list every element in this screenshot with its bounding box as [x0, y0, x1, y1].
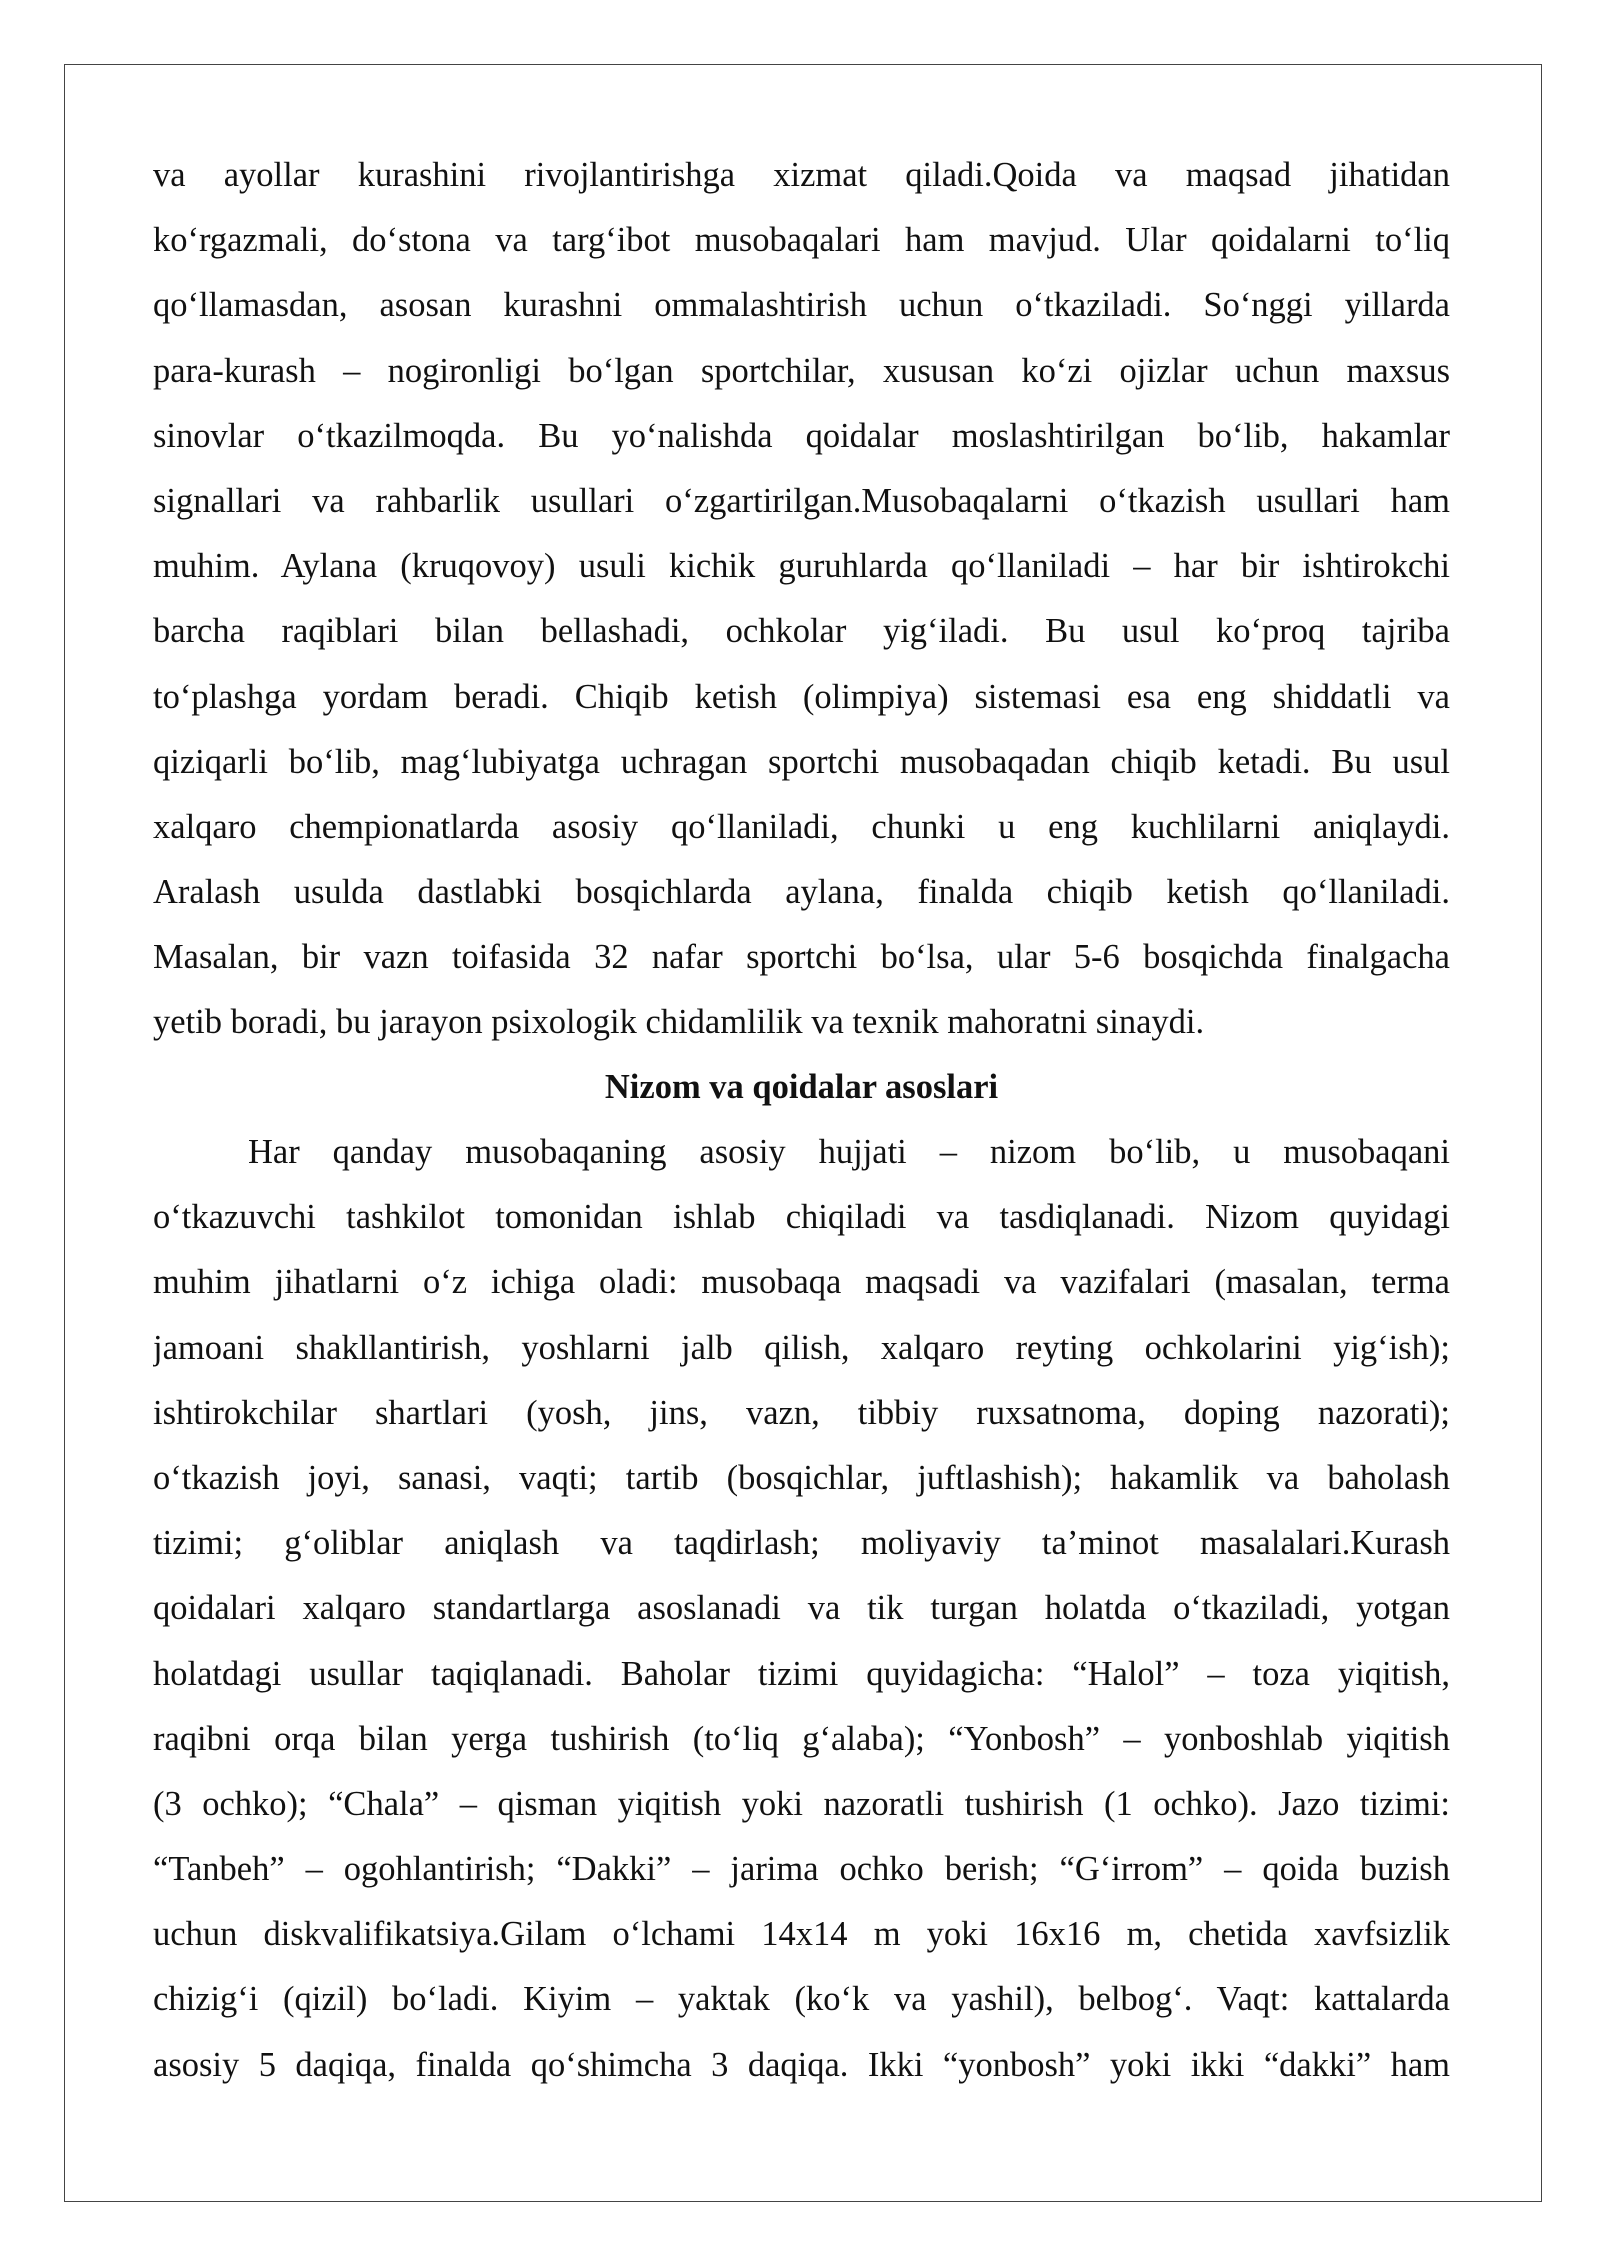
- text-line: tizimi; gʻoliblar aniqlash va taqdirlash; moliyaviy ta’minot masalalari.Kurash: [153, 1524, 1450, 1563]
- paragraph-competition-methods: [153, 143, 1450, 1056]
- text-line: oʻtkazish joyi, sanasi, vaqti; tartib (bosqichlar, juftlashish); hakamlik va baholash: [153, 1458, 1450, 1497]
- text-line: jamoani shakllantirish, yoshlarni jalb qilish, xalqaro reyting ochkolarini yigʻish);: [153, 1328, 1450, 1367]
- text-line: Aralash usulda dastlabki bosqichlarda aylana, finalda chiqib ketish qoʻllaniladi.: [153, 873, 1450, 912]
- text-line: va ayollar kurashini rivojlantirishga xizmat qiladi.Qoida va maqsad jihatidan: [153, 156, 1450, 194]
- text-line: signallari va rahbarlik usullari oʻzgartirilgan.Musobaqalarni oʻtkazish usullari ham: [153, 481, 1450, 520]
- section-heading: Nizom va qoidalar asoslari: [604, 1068, 999, 1106]
- text-line: “Tanbeh” – ogohlantirish; “Dakki” – jarima ochko berish; “Gʻirrom” – qoida buzish: [153, 1850, 1450, 1889]
- text-line: (3 ochko); “Chala” – qisman yiqitish yoki nazoratli tushirish (1 ochko). Jazo tizimi:: [153, 1784, 1450, 1823]
- text-line: asosiy 5 daqiqa, finalda qoʻshimcha 3 daqiqa. Ikki “yonbosh” yoki ikki “dakki” ham: [153, 2045, 1450, 2084]
- text-line: qiziqarli boʻlib, magʻlubiyatga uchragan sportchi musobaqadan chiqib ketadi. Bu usul: [153, 742, 1450, 781]
- text-line: Har qanday musobaqaning asosiy hujjati – nizom boʻlib, u musobaqani: [248, 1133, 1450, 1171]
- text-line: Masalan, bir vazn toifasida 32 nafar sportchi boʻlsa, ular 5-6 bosqichda finalgacha: [153, 938, 1450, 977]
- text-line: holatdagi usullar taqiqlanadi. Baholar tizimi quyidagicha: “Halol” – toza yiqitish,: [153, 1654, 1450, 1693]
- text-line: muhim jihatlarni oʻz ichiga oladi: musobaqa maqsadi va vazifalari (masalan, terma: [153, 1263, 1450, 1302]
- text-line: oʻtkazuvchi tashkilot tomonidan ishlab chiqiladi va tasdiqlanadi. Nizom quyidagi: [153, 1198, 1450, 1237]
- text-line: raqibni orqa bilan yerga tushirish (toʻliq gʻalaba); “Yonbosh” – yonboshlab yiqitish: [153, 1719, 1450, 1758]
- text-line: qoʻllamasdan, asosan kurashni ommalashtirish uchun oʻtkaziladi. Soʻnggi yillarda: [153, 286, 1450, 325]
- text-line: ishtirokchilar shartlari (yosh, jins, vazn, tibbiy ruxsatnoma, doping nazorati);: [153, 1393, 1450, 1432]
- text-line: xalqaro chempionatlarda asosiy qoʻllaniladi, chunki u eng kuchlilarni aniqlaydi.: [153, 807, 1450, 846]
- text-line: yetib boradi, bu jarayon psixologik chidamlilik va texnik mahoratni sinaydi.: [153, 1003, 1205, 1042]
- text-line: koʻrgazmali, doʻstona va targʻibot musobaqalari ham mavjud. Ular qoidalarni toʻliq: [153, 221, 1450, 260]
- text-line: muhim. Aylana (kruqovoy) usuli kichik guruhlarda qoʻllaniladi – har bir ishtirokchi: [153, 547, 1450, 586]
- text-line: chizigʻi (qizil) boʻladi. Kiyim – yaktak (koʻk va yashil), belbogʻ. Vaqt: kattalarda: [153, 1980, 1450, 2019]
- text-line: para-kurash – nogironligi boʻlgan sportchilar, xususan koʻzi ojizlar uchun maxsus: [153, 351, 1450, 390]
- text-line: sinovlar oʻtkazilmoqda. Bu yoʻnalishda qoidalar moslashtirilgan boʻlib, hakamlar: [153, 416, 1450, 455]
- text-line: uchun diskvalifikatsiya.Gilam oʻlchami 14x14 m yoki 16x16 m, chetida xavfsizlik: [153, 1915, 1450, 1954]
- text-line: qoidalari xalqaro standartlarga asoslanadi va tik turgan holatda oʻtkaziladi, yotgan: [153, 1589, 1450, 1628]
- paragraph-regulations: [153, 1120, 1450, 2098]
- text-line: toʻplashga yordam beradi. Chiqib ketish (olimpiya) sistemasi esa eng shiddatli va: [153, 677, 1450, 716]
- text-line: barcha raqiblari bilan bellashadi, ochkolar yigʻiladi. Bu usul koʻproq tajriba: [153, 612, 1450, 651]
